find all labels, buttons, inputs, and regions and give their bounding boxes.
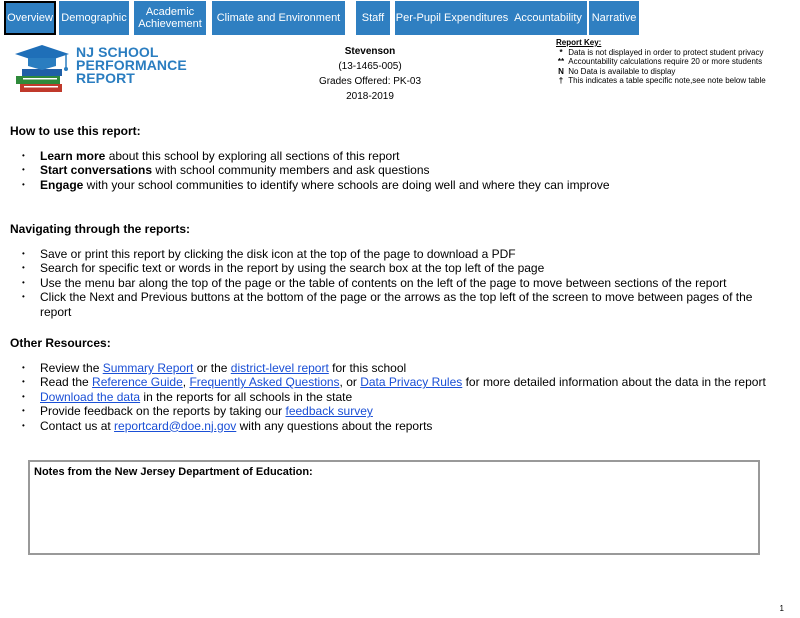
tab-overview[interactable]: Overview xyxy=(4,1,56,35)
page-number: 1 xyxy=(779,604,784,613)
list-item: • Save or print this report by clicking the disk icon at the top of the page to download a PDF xyxy=(10,247,780,261)
district-level-report-link[interactable]: district-level report xyxy=(230,361,329,375)
tab-narrative[interactable]: Narrative xyxy=(589,1,639,35)
school-code: (13-1465-005) xyxy=(338,61,402,72)
list-item: • Learn more about this school by exploring all sections of this report xyxy=(10,149,790,163)
report-key-row: † This indicates a table specific note,see note below table xyxy=(558,76,766,85)
reference-guide-link[interactable]: Reference Guide xyxy=(92,375,183,390)
faq-link[interactable]: Frequently Asked Questions xyxy=(189,375,340,390)
tab-demographic[interactable]: Demographic xyxy=(59,1,129,35)
how-to-section xyxy=(10,124,790,192)
how-to-heading: How to use this report: xyxy=(10,124,141,138)
list-item: • Use the menu bar along the top of the page or the table of contents on the left of the page to move between sections of the report xyxy=(10,276,780,290)
report-key-row: * Data is not displayed in order to protect student privacy xyxy=(559,47,764,57)
logo-text: NJ SCHOOL PERFORMANCE REPORT xyxy=(76,44,187,86)
notes-title: Notes from the New Jersey Department of Education: xyxy=(34,466,313,478)
nj-school-performance-report-logo xyxy=(14,42,187,100)
summary-report-link[interactable]: Summary Report xyxy=(102,361,194,375)
tab-academic-achievement[interactable]: Academic Achievement xyxy=(134,1,206,35)
tab-accountability[interactable]: Accountability xyxy=(509,1,587,35)
school-year: 2018-2019 xyxy=(346,91,394,102)
list-item: • Provide feedback on the reports by taking our feedback survey xyxy=(10,404,790,418)
tab-climate-and-environment[interactable]: Climate and Environment xyxy=(212,1,345,35)
graduation-cap-books-icon xyxy=(14,42,76,100)
navigating-heading: Navigating through the reports: xyxy=(10,222,190,236)
list-item: • Download the data in the reports for all schools in the state xyxy=(10,390,790,404)
contact-email-link[interactable]: reportcard@doe.nj.gov xyxy=(114,418,237,433)
report-key-title: Report Key: xyxy=(556,38,602,47)
list-item: • Read the Reference Guide, Frequently Asked Questions, or Data Privacy Rules for more detailed information about the data in the report xyxy=(10,375,790,389)
list-item: • Contact us at reportcard@doe.nj.gov with any questions about the reports xyxy=(10,419,790,433)
list-item: • Engage with your school communities to identify where schools are doing well and where they can improve xyxy=(10,178,790,192)
tab-staff[interactable]: Staff xyxy=(356,1,390,35)
resources-section xyxy=(10,336,790,433)
list-item: • Click the Next and Previous buttons at the bottom of the page or the arrows as the top left of the screen to move between pages of the report xyxy=(10,290,780,319)
list-item: • Review the Summary Report or the district-level report for this school xyxy=(10,361,790,375)
feedback-survey-link[interactable]: feedback survey xyxy=(285,404,373,419)
school-name: Stevenson xyxy=(344,46,396,57)
resources-heading: Other Resources: xyxy=(10,336,111,350)
navigating-section xyxy=(10,222,780,319)
list-item: • Start conversations with school community members and ask questions xyxy=(10,163,790,177)
notes-box xyxy=(28,460,760,555)
tab-per-pupil-expenditures[interactable]: Per-Pupil Expenditures xyxy=(395,1,509,35)
report-key-row: N No Data is available to display xyxy=(558,66,676,76)
data-privacy-rules-link[interactable]: Data Privacy Rules xyxy=(360,375,463,390)
report-key xyxy=(556,38,766,86)
report-key-row: ** Accountability calculations require 20 or more students xyxy=(557,57,763,66)
list-item: • Search for specific text or words in the report by using the search box at the top left of the page xyxy=(10,261,780,275)
school-header xyxy=(295,44,445,104)
download-data-link[interactable]: Download the data xyxy=(40,389,141,404)
grades-offered: Grades Offered: PK-03 xyxy=(318,76,422,87)
